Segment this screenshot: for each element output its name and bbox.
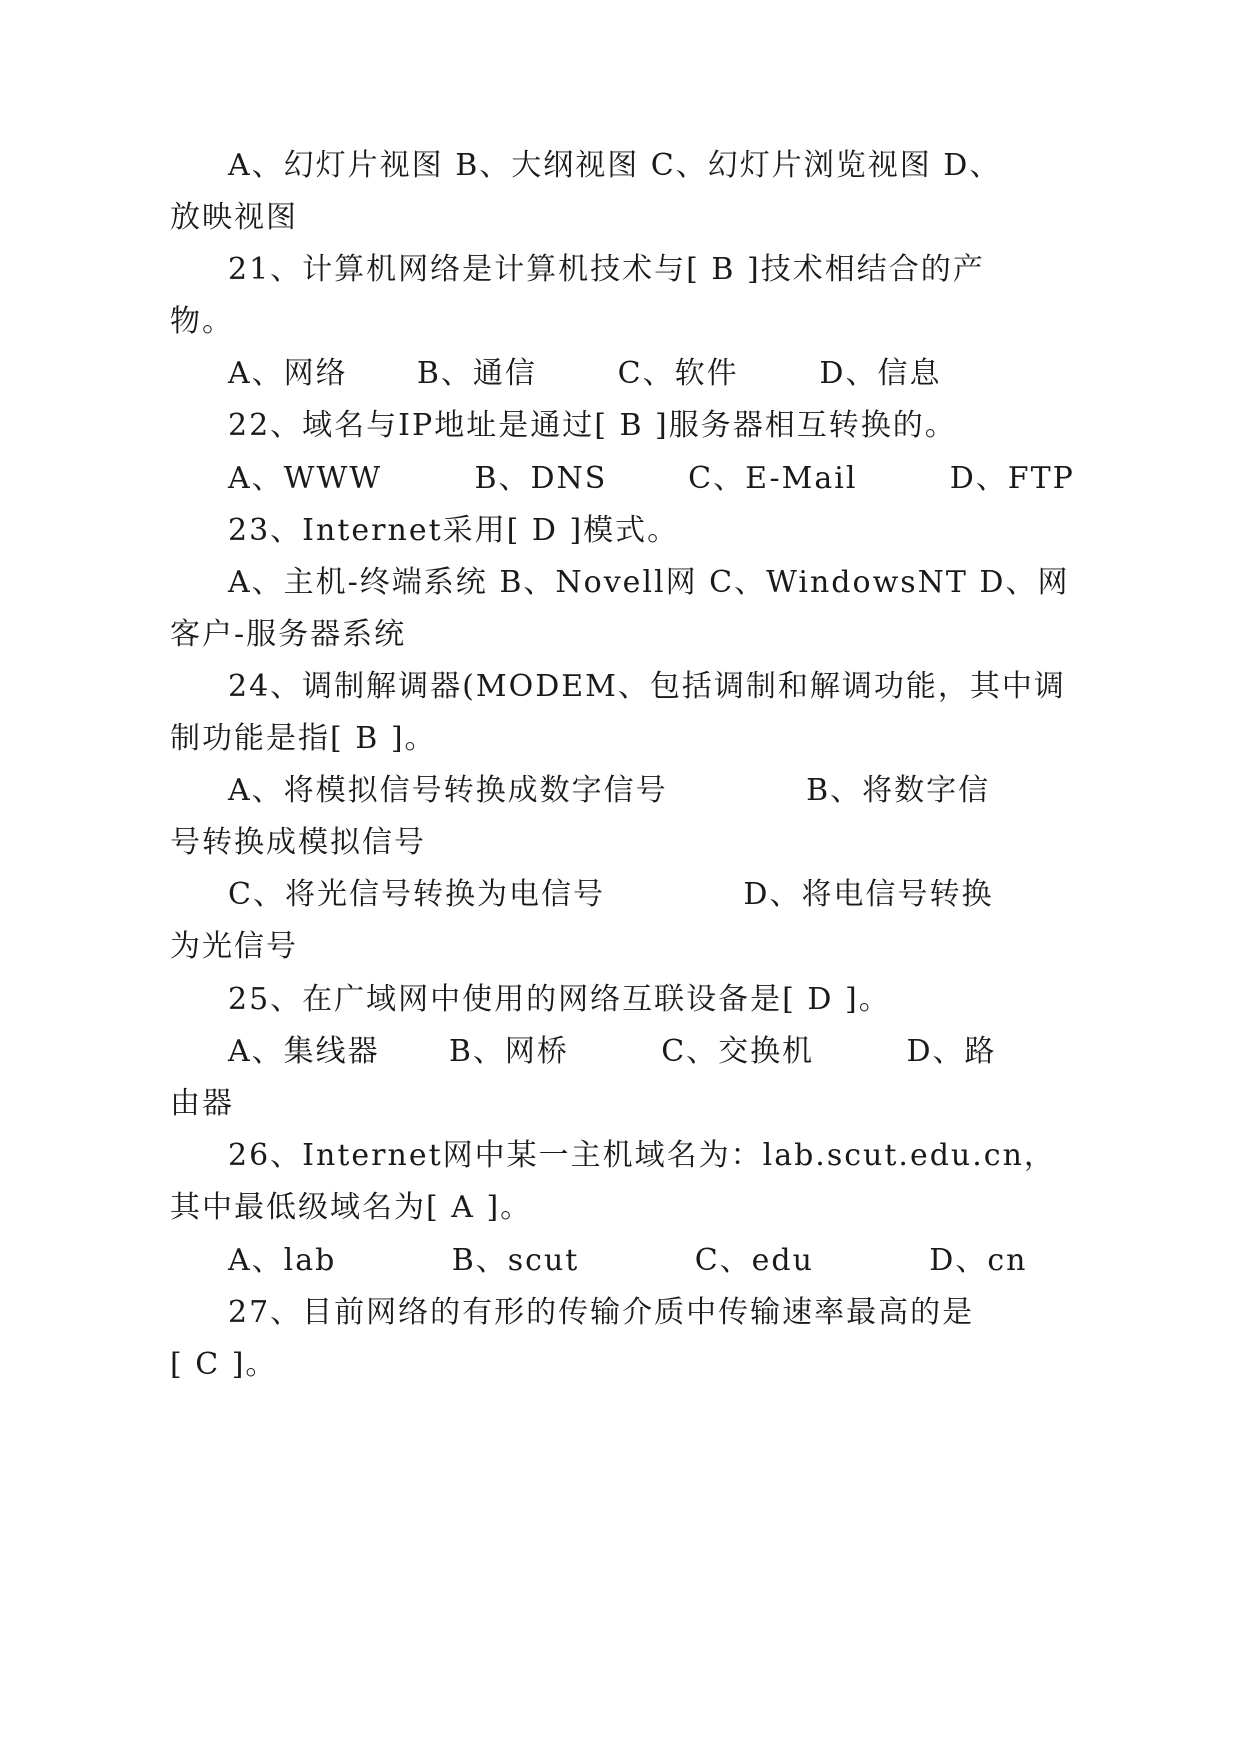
options-24-cd-cont: 为光信号 xyxy=(170,929,298,964)
options-25: A、集线器 B、网桥 C、交换机 D、路 xyxy=(228,1034,997,1069)
options-23-cont: 客户-服务器系统 xyxy=(170,617,407,652)
question-27-cont: [ C ]。 xyxy=(170,1347,278,1382)
option-line-q20-cont: 放映视图 xyxy=(170,200,298,235)
options-21: A、网络 B、通信 C、软件 D、信息 xyxy=(228,356,942,391)
options-24-cd: C、将光信号转换为电信号 D、将电信号转换 xyxy=(228,877,994,912)
question-21: 21、计算机网络是计算机技术与[ B ]技术相结合的产 xyxy=(228,252,985,287)
question-26-cont: 其中最低级域名为[ A ]。 xyxy=(170,1190,533,1225)
question-25: 25、在广域网中使用的网络互联设备是[ D ]。 xyxy=(228,982,891,1017)
options-24-ab: A、将模拟信号转换成数字信号 B、将数字信 xyxy=(228,773,991,808)
question-26: 26、Internet网中某一主机域名为：lab.scut.edu.cn， xyxy=(228,1138,1056,1173)
question-24: 24、调制解调器(MODEM、包括调制和解调功能，其中调 xyxy=(228,669,1066,704)
options-25-cont: 由器 xyxy=(170,1086,234,1121)
question-22: 22、域名与IP地址是通过[ B ]服务器相互转换的。 xyxy=(228,408,957,443)
option-line-q20: A、幻灯片视图 B、大纲视图 C、幻灯片浏览视图 D、 xyxy=(228,148,1002,183)
options-23: A、主机-终端系统 B、Novell网 C、WindowsNT D、网 xyxy=(228,565,1070,600)
options-22: A、WWW B、DNS C、E-Mail D、FTP xyxy=(228,461,1075,496)
options-24-ab-cont: 号转换成模拟信号 xyxy=(170,825,426,860)
question-27: 27、目前网络的有形的传输介质中传输速率最高的是 xyxy=(228,1295,975,1330)
options-26: A、lab B、scut C、edu D、cn xyxy=(228,1243,1028,1278)
question-21-cont: 物。 xyxy=(170,304,234,339)
question-23: 23、Internet采用[ D ]模式。 xyxy=(228,513,680,548)
question-24-cont: 制功能是指[ B ]。 xyxy=(170,721,437,756)
